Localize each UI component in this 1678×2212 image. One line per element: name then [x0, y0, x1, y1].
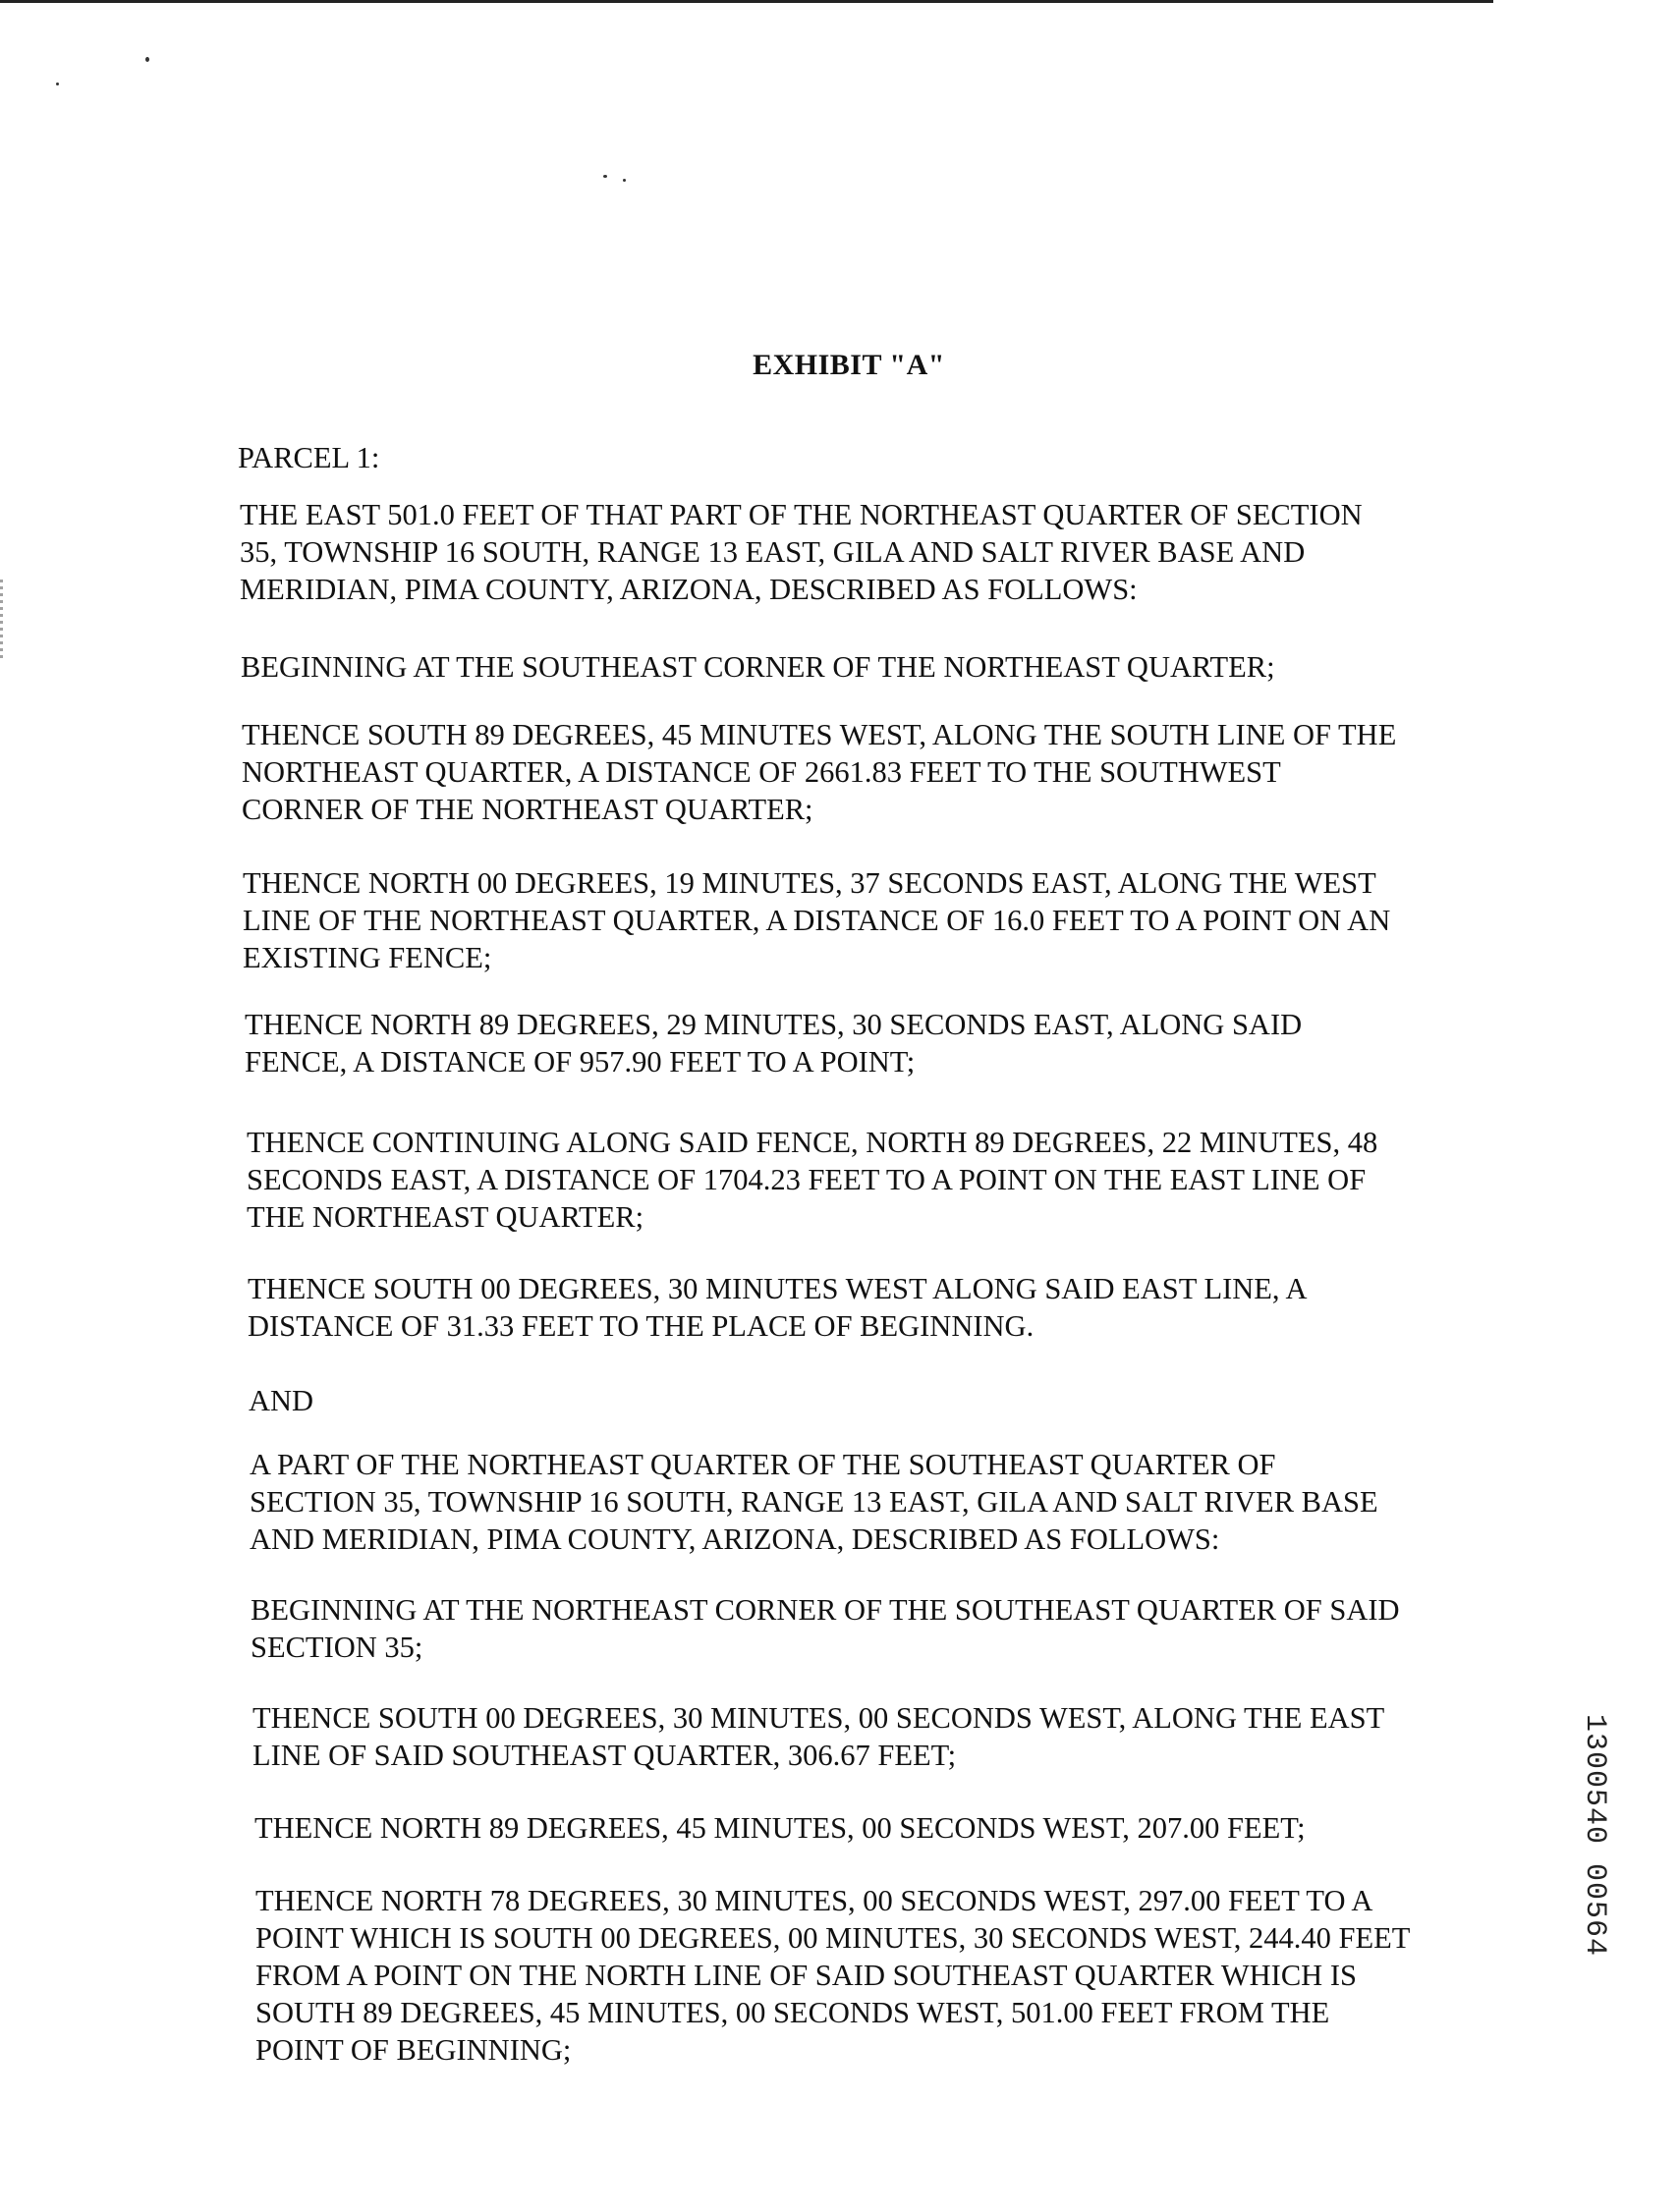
- scan-speck: [56, 83, 59, 85]
- paragraph: BEGINNING AT THE NORTHEAST CORNER OF THE SOUTHEAST QUARTER OF SAID SECTION 35;: [251, 1593, 1400, 1664]
- scan-speck: [145, 57, 149, 62]
- paragraph: THENCE NORTH 89 DEGREES, 45 MINUTES, 00 SECONDS WEST, 207.00 FEET;: [254, 1811, 1306, 1845]
- paragraph-and: AND: [249, 1384, 314, 1417]
- paragraph: THENCE CONTINUING ALONG SAID FENCE, NORTH 89 DEGREES, 22 MINUTES, 48 SECONDS EAST, A DISTANCE OF 1704.23 FEET TO A POINT ON THE EAST LINE OF THE NORTHEAST QUARTER;: [247, 1126, 1378, 1234]
- paragraph: THENCE NORTH 89 DEGREES, 29 MINUTES, 30 SECONDS EAST, ALONG SAID FENCE, A DISTANCE OF 957.90 FEET TO A POINT;: [245, 1008, 1303, 1078]
- scan-speck: [623, 179, 626, 182]
- scan-speck: [603, 175, 607, 178]
- bates-stamp: 1300540 00564: [1578, 1714, 1611, 1958]
- paragraph: THENCE SOUTH 00 DEGREES, 30 MINUTES, 00 SECONDS WEST, ALONG THE EAST LINE OF SAID SOUTHEAST QUARTER, 306.67 FEET;: [252, 1701, 1385, 1772]
- paragraph: BEGINNING AT THE SOUTHEAST CORNER OF THE NORTHEAST QUARTER;: [241, 650, 1275, 684]
- document-title: EXHIBIT "A": [753, 349, 945, 381]
- paragraph: THENCE SOUTH 00 DEGREES, 30 MINUTES WEST ALONG SAID EAST LINE, A DISTANCE OF 31.33 FEET TO THE PLACE OF BEGINNING.: [248, 1272, 1308, 1343]
- parcel-heading: PARCEL 1:: [238, 441, 380, 474]
- paragraph: THENCE NORTH 00 DEGREES, 19 MINUTES, 37 SECONDS EAST, ALONG THE WEST LINE OF THE NORTHEAST QUARTER, A DISTANCE OF 16.0 FEET TO A POINT ON AN EXISTING FENCE;: [243, 866, 1391, 974]
- scan-edge-marks: [0, 580, 3, 658]
- paragraph: THENCE SOUTH 89 DEGREES, 45 MINUTES WEST, ALONG THE SOUTH LINE OF THE NORTHEAST QUARTER, A DISTANCE OF 2661.83 FEET TO THE SOUTHWEST CORNER OF THE NORTHEAST QUARTER;: [242, 718, 1397, 826]
- paragraph: THENCE NORTH 78 DEGREES, 30 MINUTES, 00 SECONDS WEST, 297.00 FEET TO A POINT WHICH IS SOUTH 00 DEGREES, 00 MINUTES, 30 SECONDS WEST, 244.40 FEET FROM A POINT ON THE NORTH LINE OF SAID SOUTHEAST QUARTER WHICH IS SOUTH 89 DEGREES, 45 MINUTES, 00 SECONDS WEST, 501.00 FEET FROM THE POINT OF BEGINNING;: [255, 1884, 1411, 2067]
- paragraph: A PART OF THE NORTHEAST QUARTER OF THE SOUTHEAST QUARTER OF SECTION 35, TOWNSHIP 16 SOUTH, RANGE 13 EAST, GILA AND SALT RIVER BASE AND MERIDIAN, PIMA COUNTY, ARIZONA, DESCRIBED AS FOLLOWS:: [250, 1448, 1378, 1556]
- paragraph: THE EAST 501.0 FEET OF THAT PART OF THE NORTHEAST QUARTER OF SECTION 35, TOWNSHIP 16 SOUTH, RANGE 13 EAST, GILA AND SALT RIVER BASE AND MERIDIAN, PIMA COUNTY, ARIZONA, DESCRIBED AS FOLLOWS:: [240, 498, 1363, 606]
- top-border-line: [0, 0, 1493, 3]
